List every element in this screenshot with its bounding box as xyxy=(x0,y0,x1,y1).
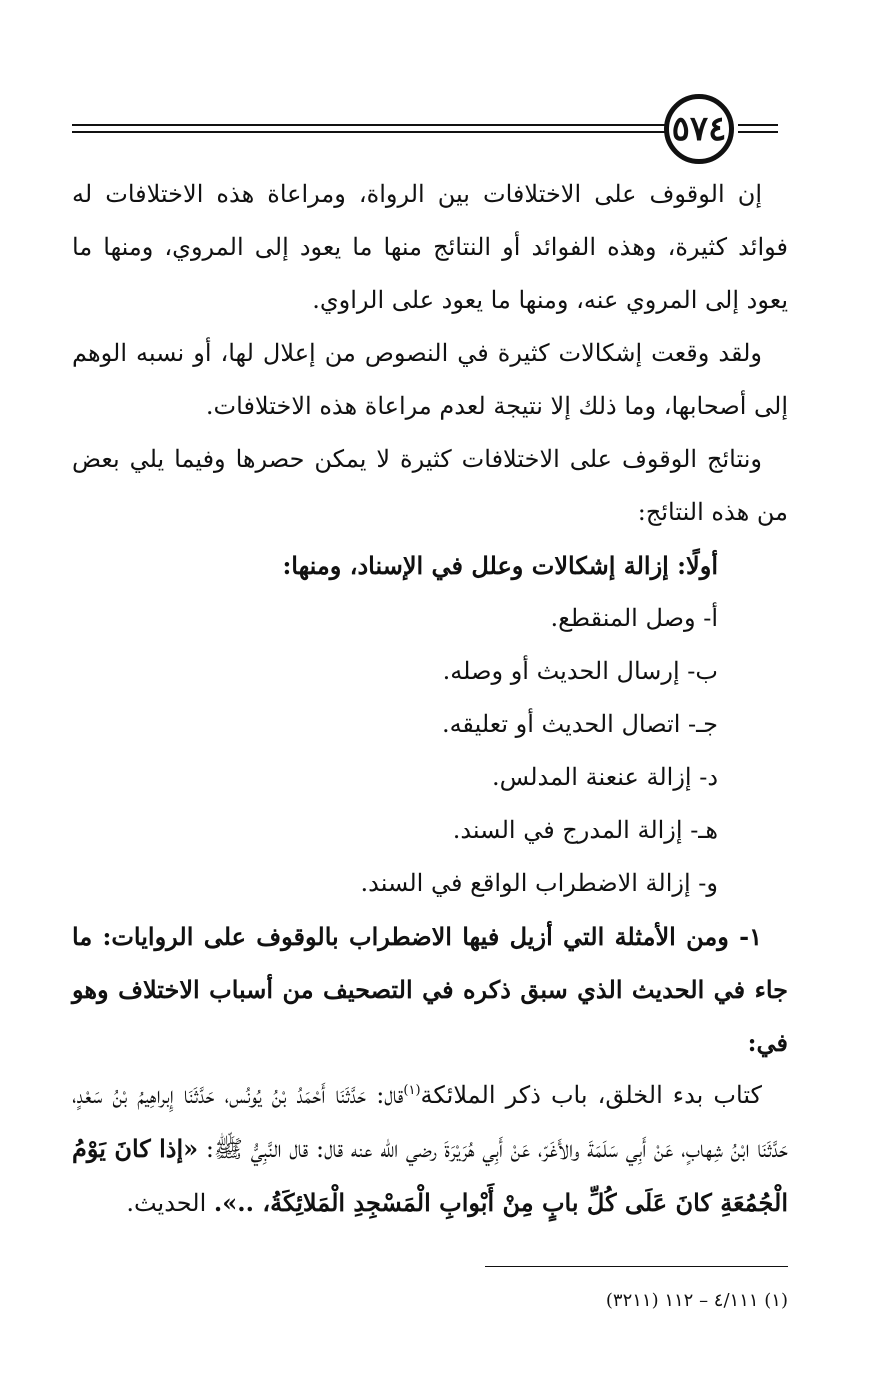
hadith-text: «إذا كانَ يَوْمُ الْجُمُعَةِ كانَ عَلَى كُلِّ بابٍ مِنْ أَبْوابِ الْمَسْجِدِ الْمَلائِكَةُ، ..». xyxy=(72,1134,788,1217)
list-item: أ- وصل المنقطع. xyxy=(550,604,718,632)
hadith-end: الحديث. xyxy=(126,1189,214,1217)
header-rule-right-top xyxy=(738,124,778,126)
section-heading-first: أولًا: إزالة إشكالات وعلل في الإسناد، ومنها: xyxy=(282,551,718,580)
footnote: (١) ٤/١١١ – ١١٢ (٣٢١١) xyxy=(605,1290,788,1311)
list-item: هـ- إزالة المدرج في السند. xyxy=(452,816,718,844)
list-item: د- إزالة عنعنة المدلس. xyxy=(491,763,718,791)
paragraph-intro: إن الوقوف على الاختلافات بين الرواة، ومراعاة هذه الاختلافات له فوائد كثيرة، وهذه الفوائد أو النتائج منها ما يعود إلى المروي، ومنها ما يعود إلى المروي عنه، ومنها ما يعود على الراوي. xyxy=(72,180,788,314)
footnote-divider xyxy=(485,1266,788,1267)
page-number: ٥٧٤ xyxy=(671,109,727,149)
hadith-chain: قال: حَدَّثَنَا أَحْمَدُ بْنُ يُونُس، حَدَّثَنَا إِبراهِيمُ بْنُ سَعْدٍ، حَدَّثَنَا ابْنُ شِهابٍ، عَنْ أَبِي سَلَمَةَ والأَغَرّ، عَنْ أَبِي هُرَيْرَةَ رضي الله عنه قال: قال النَّبِيُّ ﷺ: xyxy=(72,1081,788,1163)
paragraph-results: ونتائج الوقوف على الاختلافات كثيرة لا يمكن حصرها وفيما يلي بعض من هذه النتائج: xyxy=(72,445,788,526)
hadith-intro: كتاب بدء الخلق، باب ذكر الملائكة xyxy=(420,1081,762,1109)
example-heading: ١- ومن الأمثلة التي أزيل فيها الاضطراب بالوقوف على الروايات: ما جاء في الحديث الذي سبق ذكره في التصحيف من أسباب الاختلاف وهو في: xyxy=(72,922,788,1057)
page-body xyxy=(72,168,788,1230)
list-item: جـ- اتصال الحديث أو تعليقه. xyxy=(441,710,718,738)
list-item: ب- إرسال الحديث أو وصله. xyxy=(442,657,718,685)
header-rule-right-bottom xyxy=(738,131,778,133)
page-number-badge xyxy=(664,94,734,164)
header-rule-bottom xyxy=(72,131,668,133)
list-item: و- إزالة الاضطراب الواقع في السند. xyxy=(360,869,718,897)
header-rule-top xyxy=(72,124,668,126)
footnote-reference[interactable]: (١) xyxy=(403,1083,421,1098)
hadith-paragraph xyxy=(72,1069,788,1230)
paragraph-problems: ولقد وقعت إشكالات كثيرة في النصوص من إعلال لها، أو نسبه الوهم إلى أصحابها، وما ذلك إلا نتيجة لعدم مراعاة هذه الاختلافات. xyxy=(72,339,788,420)
